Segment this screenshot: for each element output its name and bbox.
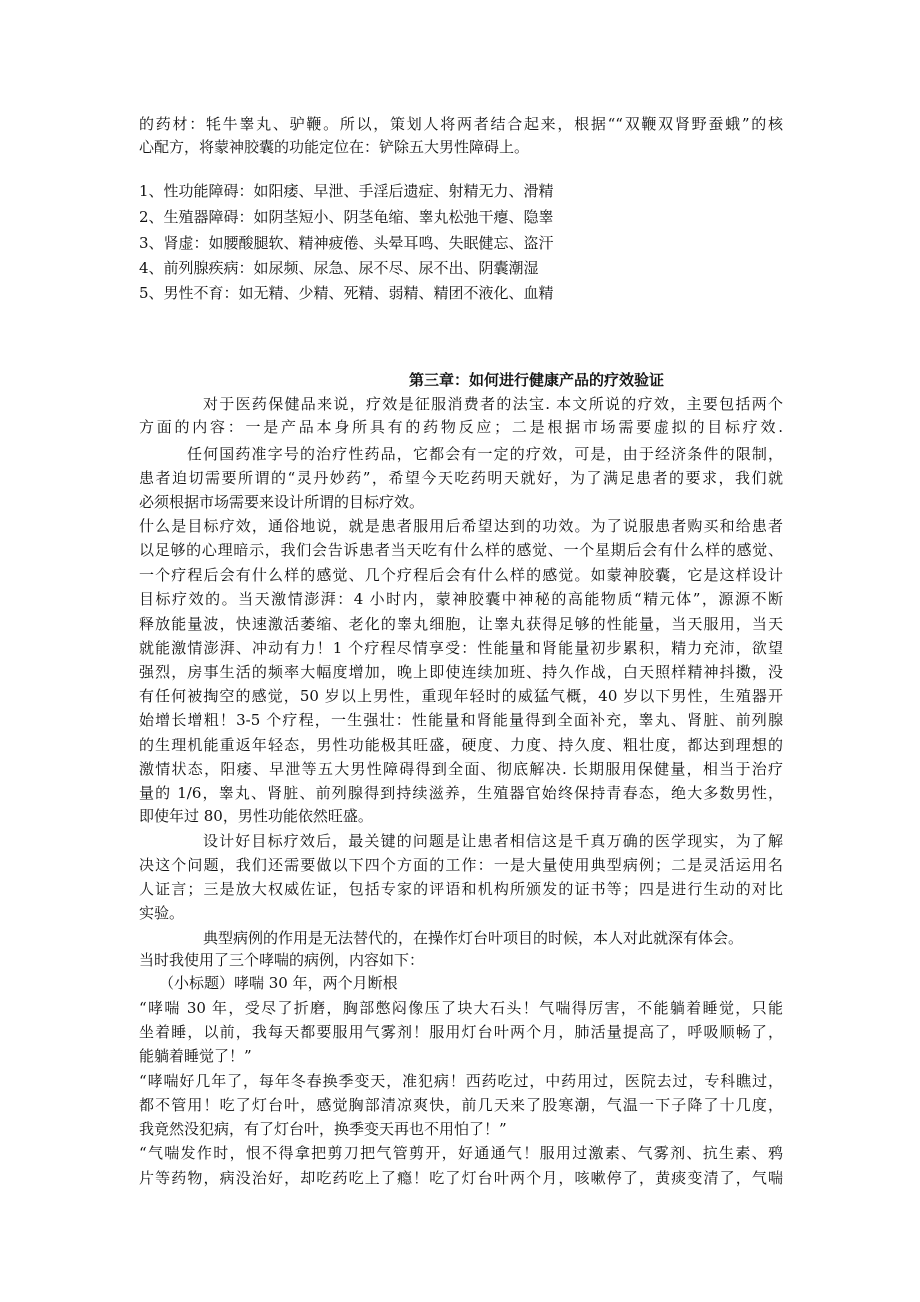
body-line: 始增长增粗！3-5 个疗程，一生强壮：性能量和肾能量得到全面补充，睾丸、肾脏、前列腺 xyxy=(139,711,783,729)
body-line: 释放能量波，快速激活萎缩、老化的睾丸细胞，让睾丸获得足够的性能量，当天服用，当天 xyxy=(139,615,783,633)
body-line: 实验。 xyxy=(139,904,185,922)
body-line: 当时我使用了三个哮喘的病例，内容如下： xyxy=(139,951,425,969)
body-line: 一个疗程后会有什么样的感觉、几个疗程后会有什么样的感觉。如蒙神胶囊，它是这样设计 xyxy=(139,566,783,584)
body-line: 患者迫切需要所谓的“灵丹妙药”，希望今天吃药明天就好，为了满足患者的要求，我们就 xyxy=(139,469,783,487)
obstacle-item: 4、前列腺疾病：如尿频、尿急、尿不尽、尿不出、阴囊潮湿 xyxy=(139,259,539,277)
body-line: 必须根据市场需要来设计所谓的目标疗效。 xyxy=(139,493,425,511)
body-line: 即使年过 80，男性功能依然旺盛。 xyxy=(139,807,373,825)
testimonial-line: “哮喘好几年了，每年冬春换季变天，准犯病！西药吃过，中药用过，医院去过，专科瞧过， xyxy=(139,1072,783,1090)
body-line: 有任何被掏空的感觉，50 岁以上男性，重现年轻时的威猛气概，40 岁以下男性，生殖器开 xyxy=(139,687,783,705)
intro-line-1: 的药材：牦牛睾丸、驴鞭。所以，策划人将两者结合起来，根据““双鞭双肾野蚕蛾”的核 xyxy=(139,115,783,133)
body-line: 强烈，房事生活的频率大幅度增加，晚上即使连续加班、持久作战，白天照样精神抖擞，没 xyxy=(139,663,783,681)
body-line: 目标疗效的。当天激情澎湃：4 小时内，蒙神胶囊中神秘的高能物质“精元体”，源源不断 xyxy=(139,590,783,608)
obstacle-item: 5、男性不育：如无精、少精、死精、弱精、精团不液化、血精 xyxy=(139,284,554,302)
testimonial-line: “气喘发作时，恨不得拿把剪刀把气管剪开，好通通气！服用过激素、气雾剂、抗生素、鸦 xyxy=(139,1144,783,1162)
testimonial-line: 能躺着睡觉了！” xyxy=(139,1047,252,1065)
obstacle-item: 1、性功能障碍：如阳痿、早泄、手淫后遗症、射精无力、滑精 xyxy=(139,182,554,200)
testimonial-line: 片等药物，病没治好，却吃药吃上了瘾！吃了灯台叶两个月，咳嗽停了，黄痰变清了，气喘 xyxy=(139,1169,783,1187)
body-line: 量的 1/6，睾丸、肾脏、前列腺得到持续滋养，生殖器官始终保持青春态，绝大多数男性， xyxy=(139,784,783,802)
body-line: 设计好目标疗效后，最关键的问题是让患者相信这是千真万确的医学现实，为了解 xyxy=(203,832,783,850)
testimonial-line: “哮喘 30 年，受尽了折磨，胸部憋闷像压了块大石头！气喘得厉害，不能躺着睡觉，只能 xyxy=(139,999,783,1017)
body-line: 人证言；三是放大权威佐证，包括专家的评语和机构所颁发的证书等；四是进行生动的对比 xyxy=(139,880,783,898)
body-line: 典型病例的作用是无法替代的，在操作灯台叶项目的时候，本人对此就深有体会。 xyxy=(203,929,744,947)
intro-line-2: 心配方，将蒙神胶囊的功能定位在：铲除五大男性障碍上。 xyxy=(139,138,530,156)
testimonial-line: 坐着睡，以前，我每天都要服用气雾剂！服用灯台叶两个月，肺活量提高了，呼吸顺畅了， xyxy=(139,1023,783,1041)
body-line: 方面的内容：一是产品本身所具有的药物反应；二是根据市场需要虚拟的目标疗效. xyxy=(139,418,783,436)
body-line: 对于医药保健品来说，疗效是征服消费者的法宝. 本文所说的疗效，主要包括两个 xyxy=(203,395,783,413)
body-line: 的生理机能重返年轻态，男性功能极其旺盛，硬度、力度、持久度、粗壮度，都达到理想的 xyxy=(139,736,783,754)
obstacle-item: 3、肾虚：如腰酸腿软、精神疲倦、头晕耳鸣、失眠健忘、盗汗 xyxy=(139,234,554,252)
body-line: 以足够的心理暗示，我们会告诉患者当天吃有什么样的感觉、一个星期后会有什么样的感觉、 xyxy=(139,541,783,559)
body-line: 决这个问题，我们还需要做以下四个方面的工作：一是大量使用典型病例；二是灵活运用名 xyxy=(139,856,783,874)
body-line: 什么是目标疗效，通俗地说，就是患者服用后希望达到的功效。为了说服患者购买和给患者 xyxy=(139,517,783,535)
chapter-title: 第三章：如何进行健康产品的疗效验证 xyxy=(409,371,665,389)
obstacle-item: 2、生殖器障碍：如阴茎短小、阴茎龟缩、睾丸松弛干瘪、隐睾 xyxy=(139,208,554,226)
body-line: 激情状态，阳痿、早泄等五大男性障碍得到全面、彻底解决. 长期服用保健量，相当于治疗 xyxy=(139,760,783,778)
body-line: 就能激情澎湃、冲动有力！1 个疗程尽情享受：性能量和肾能量初步累积，精力充沛，欲望 xyxy=(139,639,783,657)
testimonial-line: 都不管用！吃了灯台叶，感觉胸部清凉爽快，前几天来了股寒潮，气温一下子降了十几度， xyxy=(139,1096,783,1114)
subheading: （小标题）哮喘 30 年，两个月断根 xyxy=(159,974,398,992)
body-line: 任何国药准字号的治疗性药品，它都会有一定的疗效，可是，由于经济条件的限制， xyxy=(187,445,783,463)
testimonial-line: 我竟然没犯病，有了灯台叶，换季变天再也不用怕了！” xyxy=(139,1120,507,1138)
